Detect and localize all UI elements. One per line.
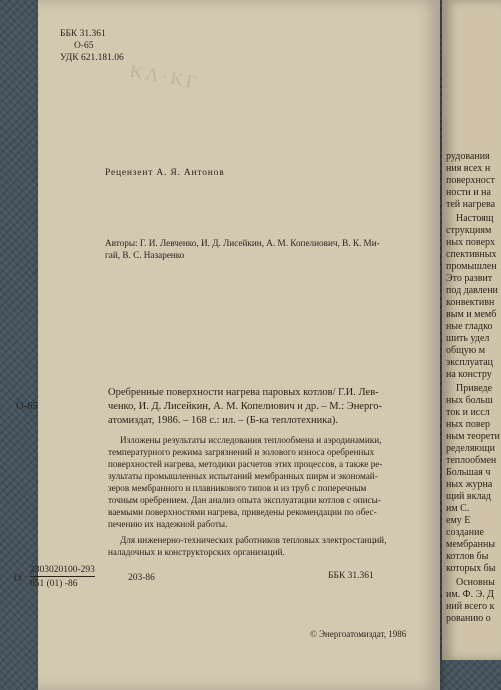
imprint-prefix: О: [14, 573, 22, 584]
imprint-suffix: 203-86: [128, 573, 155, 583]
right-page-line: им. Ф. Э. Д: [446, 589, 495, 600]
right-page-line: струкциям: [446, 225, 492, 236]
bbk-code: ББК 31.361: [60, 29, 106, 39]
imprint-numerator: 2303020100-293: [30, 565, 95, 575]
right-page-line: промышлен: [446, 261, 497, 272]
abstract-line: температурного режима загрязнений и золового износа оребренных: [108, 447, 375, 457]
title-line-2: ченко, И. Д. Лисейкин, А. М. Копелиович и др. – М.: Энерго-: [108, 401, 383, 412]
right-page-line: ным теорети: [446, 431, 500, 442]
abstract-line: зультаты промышленных испытаний мембранных ширм и экономай-: [108, 471, 378, 481]
right-page-line: Основны: [456, 577, 495, 588]
right-page-line: мембранны: [446, 539, 496, 550]
catalog-code: О-65: [74, 41, 94, 51]
right-page-line: на констру: [446, 369, 492, 380]
right-page-line: спективных: [446, 249, 497, 260]
right-page-line: ных повер: [446, 419, 491, 430]
abstract-line: зеров мембранного и плавникового типов и из труб с поперечным: [108, 483, 367, 493]
authors-line-2: гай, В. С. Назаренко: [105, 250, 185, 260]
reviewer: Рецензент А. Я. Антонов: [105, 168, 225, 178]
right-page-line: шить удел: [446, 333, 490, 344]
right-page-line: Это развит: [446, 273, 493, 284]
left-page: [14, 0, 440, 690]
imprint-denominator: 051 (01) -86: [30, 579, 78, 589]
right-page-line: Приведе: [456, 383, 493, 394]
right-page-line: вым и мемб: [446, 309, 497, 320]
abstract-line: Изложены результаты исследования теплообмена и аэродинамики,: [120, 435, 382, 445]
right-page-line: ных больш: [446, 395, 493, 406]
imprint-bbk: ББК 31.361: [328, 571, 374, 581]
right-page-line: ределяющи: [446, 443, 495, 454]
right-page-line: котлов бы: [446, 551, 489, 562]
udk-code: УДК 621.181.06: [60, 53, 124, 63]
right-page-line: Настоящ: [456, 213, 494, 224]
title-line-3: атомиздат, 1986. – 168 с.: ил. – (Б-ка теплотехника).: [108, 415, 338, 426]
copyright: © Энергоатомиздат, 1986: [310, 629, 407, 639]
abstract-line: точным оребрением. Дан анализ опыта эксплуатации котлов с описы-: [108, 495, 381, 505]
right-page-line: теплообмен: [446, 455, 497, 466]
right-page-line: тей нагрева: [446, 199, 496, 210]
right-page-line: ности и на: [446, 187, 491, 198]
right-page-line: под давлени: [446, 285, 498, 296]
right-page-line: щий вклад: [446, 491, 491, 502]
abstract-line: поверхностей нагрева, методики расчетов этих процессов, а также ре-: [108, 459, 383, 469]
right-page-line: общую м: [446, 345, 486, 356]
audience-line-1: Для инженерно-технических работников тепловых электростанций,: [120, 535, 387, 545]
right-page-line: им С.: [446, 503, 470, 514]
right-page: [442, 0, 501, 660]
audience-line-2: наладочных и конструкторских организаций.: [108, 547, 285, 557]
abstract-line: печению их надежной работы.: [108, 519, 228, 529]
right-page-line: конвективн: [446, 297, 495, 308]
right-page-line: ных журна: [446, 479, 493, 490]
right-page-line: Большая ч: [446, 467, 491, 478]
right-page-line: поверхност: [446, 175, 495, 186]
right-page-line: ных поверх: [446, 237, 496, 248]
right-page-line: рудования: [446, 151, 490, 162]
catalog-code-margin: О-65: [16, 401, 38, 412]
right-page-line: эксплуатац: [446, 357, 494, 368]
abstract-line: ваемыми поверхностями нагрева, приведены рекомендации по обес-: [108, 507, 377, 517]
authors-line-1: Авторы: Г. И. Левченко, И. Д. Лисейкин, А. М. Копелиович, В. К. Ми-: [105, 238, 380, 248]
right-page-line: ток и иссл: [446, 407, 490, 418]
right-page-line: ные гладко: [446, 321, 493, 332]
right-page-line: ния всех н: [446, 163, 491, 174]
right-page-line: рованию о: [446, 613, 491, 624]
right-page-line: ему Е: [446, 515, 471, 526]
right-page-line: создание: [446, 527, 484, 538]
right-page-line: ний всего к: [446, 601, 495, 612]
right-page-line: которых бы: [446, 563, 496, 574]
title-line-1: Оребренные поверхности нагрева паровых котлов/ Г.И. Лев-: [108, 387, 379, 398]
faint-stamp-mark: ΚΛ·ΚΓ: [128, 60, 202, 93]
